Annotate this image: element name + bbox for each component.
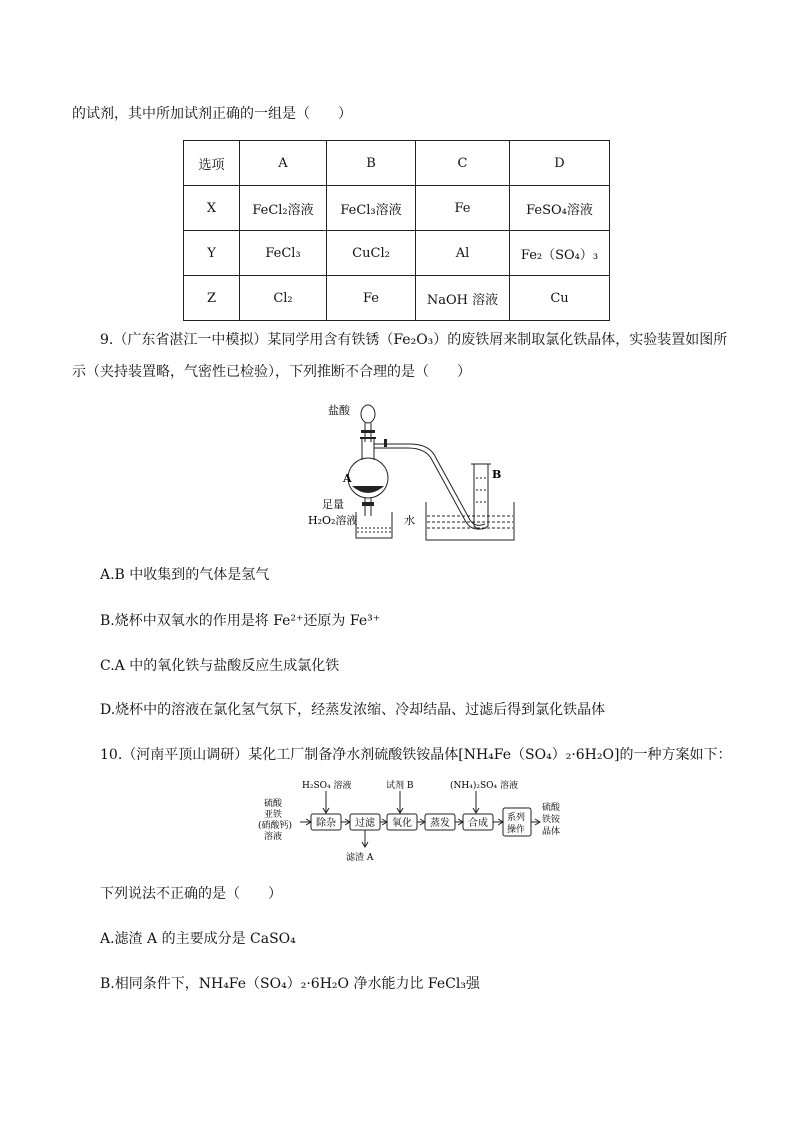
acid-label: 盐酸 — [328, 404, 350, 417]
q9-option-a: A.B 中收集到的气体是氢气 — [100, 567, 270, 583]
start-label: 溶液 — [264, 832, 283, 842]
q9-stem-line2: 示（夹持装置略，气密性已检验），下列推断不合理的是（ ） — [72, 364, 471, 380]
q9-option-d: D.烧杯中的溶液在氯化氢气氛下，经蒸发浓缩、冷却结晶、过滤后得到氯化铁晶体 — [100, 702, 606, 718]
start-label: (硝酸钙) — [258, 821, 293, 831]
step-label: 操作 — [507, 825, 526, 835]
table-cell: NaOH 溶液 — [416, 276, 510, 321]
start-label: 亚铁 — [264, 810, 283, 820]
apparatus-figure — [300, 398, 530, 548]
water-label: 水 — [404, 514, 415, 527]
process-flow-figure — [254, 774, 574, 866]
table-cell: FeSO₄溶液 — [510, 186, 610, 231]
table-cell: Fe — [327, 276, 416, 321]
product-label: 晶体 — [542, 827, 561, 837]
q10-stem: 10.（河南平顶山调研）某化工厂制备净水剂硫酸铁铵晶体[NH₄Fe（SO₄）₂·6H₂O]的一种方案如下： — [100, 747, 732, 763]
dropping-funnel-icon — [361, 405, 375, 423]
table-row — [184, 186, 610, 231]
product-label: 铁铵 — [542, 815, 561, 825]
table-row — [184, 231, 610, 276]
options-table — [183, 140, 610, 321]
product-label: 硫酸 — [542, 803, 561, 813]
flask-label: A — [343, 472, 352, 485]
reagent-b: 试剂 B — [386, 781, 414, 791]
q9-option-c: C.A 中的氧化铁与盐酸反应生成氯化铁 — [100, 658, 340, 674]
step-label: 过滤 — [355, 818, 375, 829]
step-label: 除杂 — [316, 818, 336, 829]
intro-line: 的试剂，其中所加试剂正确的一组是（ ） — [72, 106, 352, 122]
table-cell: A — [240, 141, 327, 186]
q9-option-b: B.烧杯中双氧水的作用是将 Fe²⁺还原为 Fe³⁺ — [100, 613, 381, 629]
table-row — [184, 276, 610, 321]
table-cell: Z — [184, 276, 240, 321]
table-cell: D — [510, 141, 610, 186]
table-cell: Cu — [510, 276, 610, 321]
table-cell: Al — [416, 231, 510, 276]
h2o2-label: H₂O₂溶液 — [308, 514, 358, 527]
table-cell: 选项 — [184, 141, 240, 186]
table-cell: B — [327, 141, 416, 186]
q10-option-a: A.滤渣 A 的主要成分是 CaSO₄ — [100, 931, 296, 947]
reagent-ammonium-sulfate: (NH₄)₂SO₄ 溶液 — [450, 781, 518, 791]
q10-option-b: B.相同条件下，NH₄Fe（SO₄）₂·6H₂O 净水能力比 FeCl₃强 — [100, 976, 480, 992]
table-cell: Y — [184, 231, 240, 276]
q9-stem-line1: 9.（广东省湛江一中模拟）某同学用含有铁锈（Fe₂O₃）的废铁屑来制取氯化铁晶体，实验装置如图所 — [100, 332, 728, 348]
step-label: 系列 — [507, 813, 526, 823]
reagent-h2so4: H₂SO₄ 溶液 — [302, 781, 352, 791]
table-cell: FeCl₃ — [240, 231, 327, 276]
step-label: 合成 — [468, 818, 488, 829]
beaker-icon — [356, 512, 392, 538]
start-label: 硫酸 — [264, 799, 283, 809]
stopcock-icon — [384, 439, 387, 447]
table-cell: Cl₂ — [240, 276, 327, 321]
table-cell: FeCl₃溶液 — [327, 186, 416, 231]
collection-tube-b-icon — [474, 464, 488, 529]
residue-label: 滤渣 A — [346, 853, 374, 863]
table-cell: Fe — [416, 186, 510, 231]
table-cell: CuCl₂ — [327, 231, 416, 276]
q10-prompt: 下列说法不正确的是（ ） — [100, 886, 282, 902]
step-label: 蒸发 — [430, 818, 450, 829]
table-cell: FeCl₂溶液 — [240, 186, 327, 231]
table-cell: C — [416, 141, 510, 186]
step-label: 氧化 — [392, 818, 412, 829]
excess-label: 足量 — [322, 498, 344, 511]
table-cell: X — [184, 186, 240, 231]
table-header-row — [184, 141, 610, 186]
tube-label: B — [492, 468, 502, 481]
table-cell: Fe₂（SO₄）₃ — [510, 231, 610, 276]
water-trough-icon — [426, 502, 514, 540]
